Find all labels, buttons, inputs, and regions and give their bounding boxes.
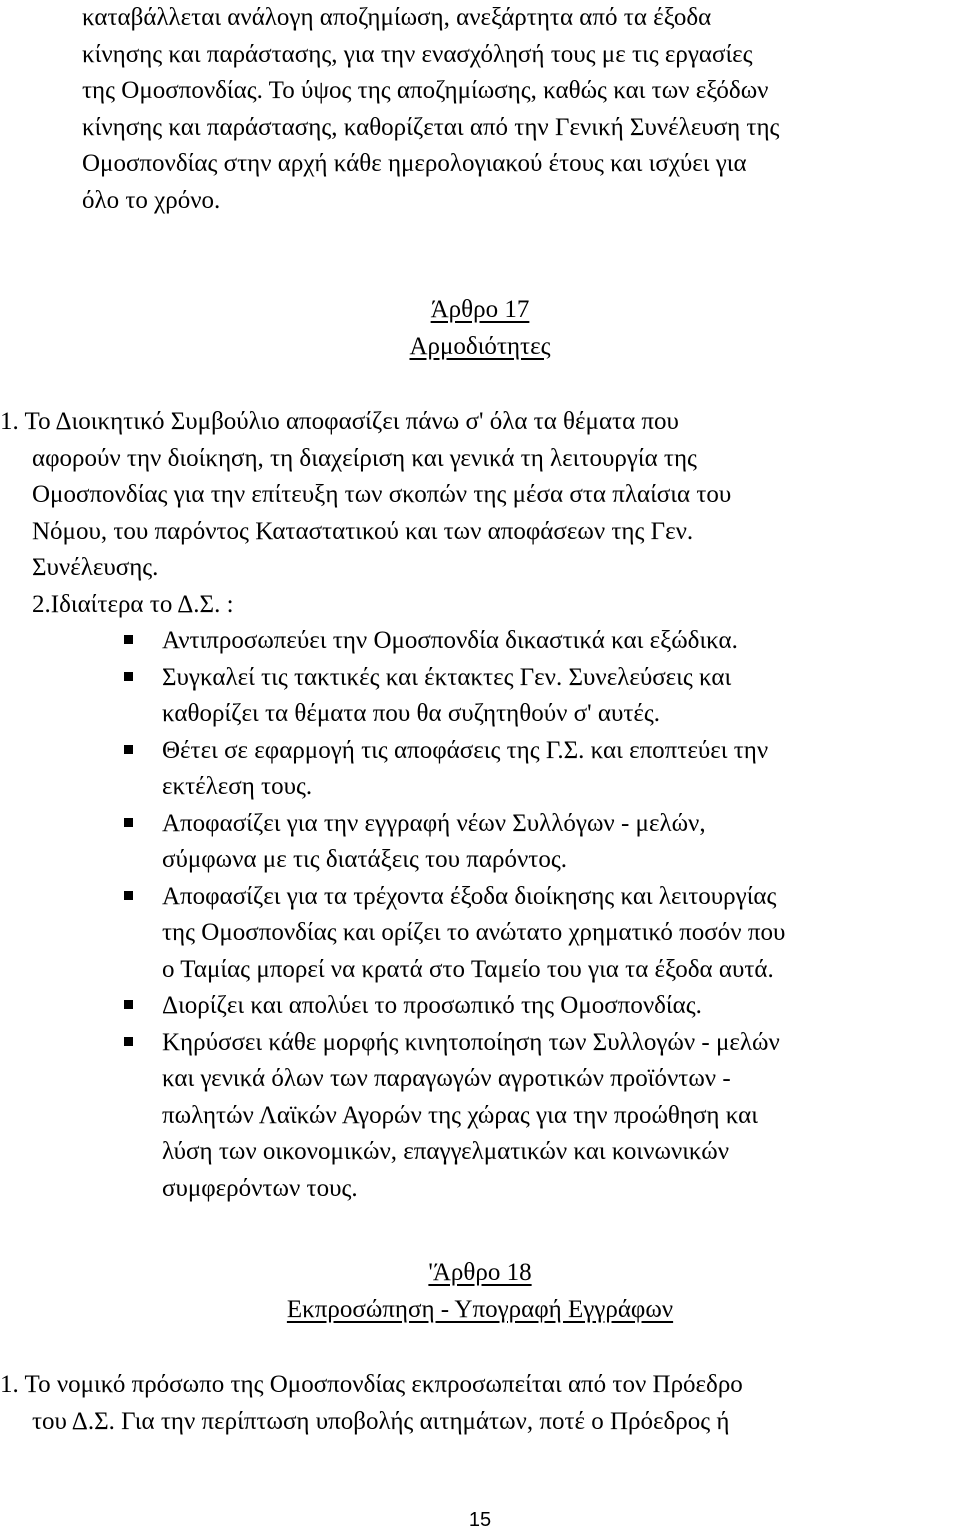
square-bullet-icon [124,672,133,681]
article-18-number: 'Άρθρο 18 [428,1259,532,1286]
list-item-line: και γενικά όλων των παραγωγών αγροτικών προϊόντων - [162,1065,731,1092]
list-item [124,660,785,733]
intro-line: κίνησης και παράστασης, για την ενασχόλησή τους με τις εργασίες [82,40,753,68]
intro-line: καταβάλλεται ανάλογη αποζημίωση, ανεξάρτητα από τα έξοδα [82,4,712,31]
list-item-line: πωλητών Λαϊκών Αγορών της χώρας για την προώθηση και [162,1101,758,1129]
responsibilities-list [124,623,785,1207]
list-item-line: Αποφασίζει για την εγγραφή νέων Συλλόγων - μελών, [162,809,706,837]
list-item-line: ο Ταμίας μπορεί να κρατά στο Ταμείο του για τα έξοδα αυτά. [162,955,774,983]
list-item [124,988,785,1025]
paragraph-line: Ομοσπονδίας για την επίτευξη των σκοπών της μέσα στα πλαίσια του [32,481,732,508]
intro-line: κίνησης και παράστασης, καθορίζεται από την Γενική Συνέλευση της [82,113,780,141]
list-item-line: λύση των οικονομικών, επαγγελματικών και κοινωνικών [162,1138,730,1165]
list-item-line: Συγκαλεί τις τακτικές και έκτακτες Γεν. Συνελεύσεις και [162,663,732,691]
article-17-heading [0,292,960,365]
paragraph-line: 1. Το νομικό πρόσωπο της Ομοσπονδίας εκπροσωπείται από τον Πρόεδρο [0,1371,743,1398]
square-bullet-icon [124,818,133,827]
paragraph-line: 1. Το Διοικητικό Συμβούλιο αποφασίζει πάνω σ' όλα τα θέματα που [0,408,679,435]
square-bullet-icon [124,1000,133,1009]
page-number: 15 [468,1509,492,1531]
article-17-number: Άρθρο 17 [430,296,530,323]
intro-line: όλο το χρόνο. [82,186,221,214]
paragraph-line: Νόμου, του παρόντος Καταστατικού και των αποφάσεων της Γεν. [32,517,694,545]
list-item-line: συμφερόντων τους. [162,1174,358,1202]
list-item-line: της Ομοσπονδίας και ορίζει το ανώτατο χρηματικό ποσόν που [162,919,786,946]
list-item-line: σύμφωνα με τις διατάξεις του παρόντος. [162,846,568,873]
list-item-line: Κηρύσσει κάθε μορφής κινητοποίηση των Συλλογών - μελών [162,1028,780,1056]
intro-paragraph [82,0,779,219]
article-18-paragraph-1 [0,1367,743,1440]
list-item-line: Αποφασίζει για τα τρέχοντα έξοδα διοίκησης και λειτουργίας [162,882,777,910]
list-item-line: Θέτει σε εφαρμογή τις αποφάσεις της Γ.Σ. και εποπτεύει την [162,736,769,764]
article-17-title: Αρμοδιότητες [409,332,551,360]
list-item [124,623,785,660]
list-item-line: εκτέλεση τους. [162,773,313,800]
square-bullet-icon [124,635,133,644]
article-18-heading [0,1255,960,1328]
square-bullet-icon [124,1037,133,1046]
article-18-title: Εκπροσώπηση - Υπογραφή Εγγράφων [286,1295,674,1323]
square-bullet-icon [124,745,133,754]
article-17-paragraph-1 [0,404,732,587]
paragraph-line: Συνέλευσης. [32,554,159,581]
list-item [124,806,785,879]
paragraph-line: αφορούν την διοίκηση, τη διαχείριση και γενικά τη λειτουργία της [32,444,697,472]
list-item-line: καθορίζει τα θέματα που θα συζητηθούν σ' αυτές. [162,700,661,727]
list-item [124,1025,785,1208]
paragraph-line: 2.Ιδιαίτερα το Δ.Σ. : [32,591,234,618]
square-bullet-icon [124,891,133,900]
list-item [124,879,785,989]
intro-line: της Ομοσπονδίας. Το ύψος της αποζημίωσης, καθώς και των εξόδων [82,77,769,104]
intro-line: Ομοσπονδίας στην αρχή κάθε ημερολογιακού έτους και ισχύει για [82,150,747,177]
list-item [124,733,785,806]
list-item-line: Διορίζει και απολύει το προσωπικό της Ομοσπονδίας. [162,992,702,1019]
article-17-paragraph-2 [32,587,234,624]
list-item-line: Αντιπροσωπεύει την Ομοσπονδία δικαστικά και εξώδικα. [162,627,738,654]
paragraph-line: του Δ.Σ. Για την περίπτωση υποβολής αιτημάτων, ποτέ ο Πρόεδρος ή [32,1407,730,1435]
